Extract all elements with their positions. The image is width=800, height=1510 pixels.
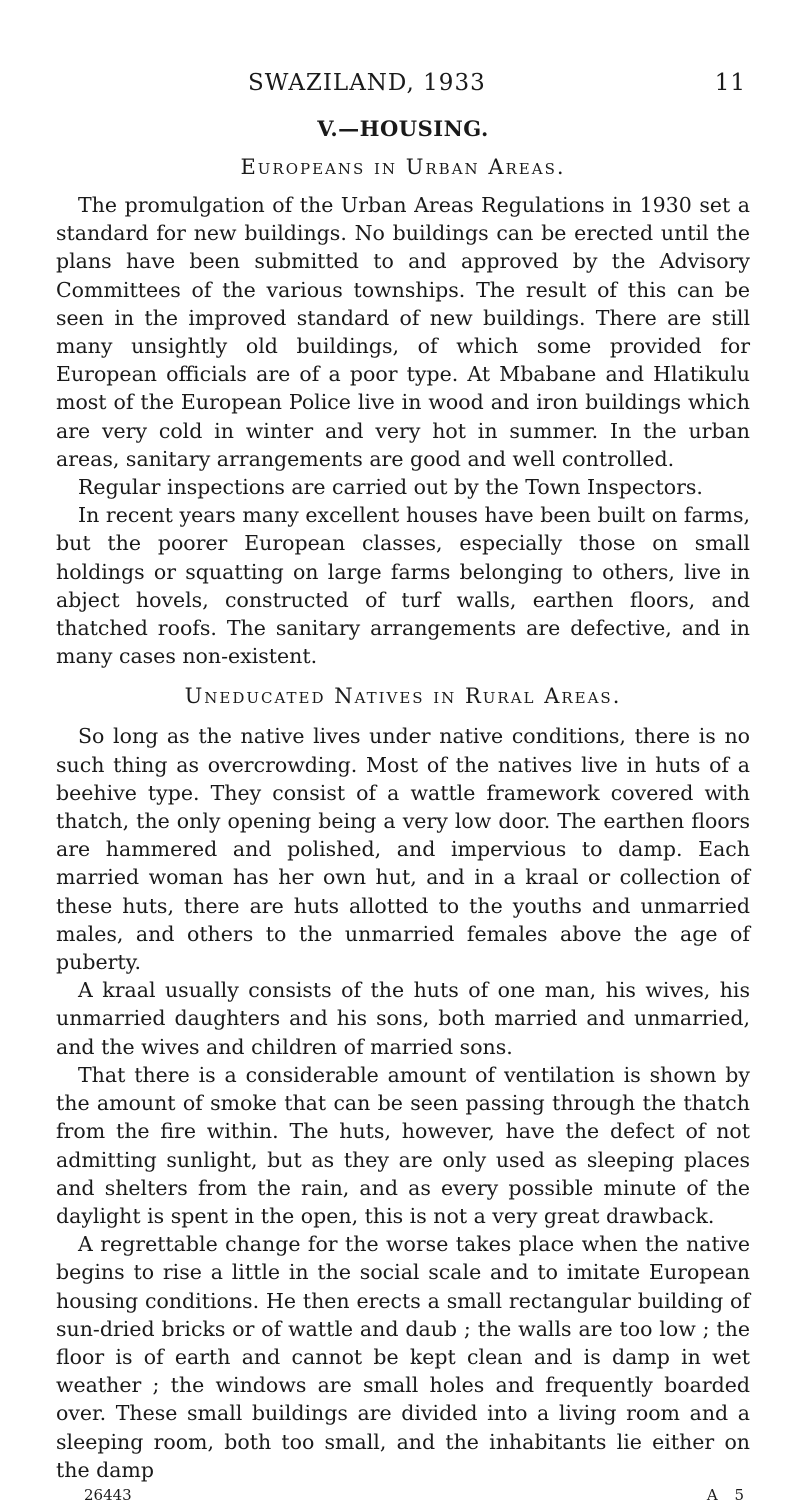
section-heading: V.—HOUSING. bbox=[317, 116, 489, 141]
running-title: SWAZILAND, 1933 bbox=[248, 70, 486, 96]
paragraph: A regrettable change for the worse takes place when the native begins to rise a little in the social scale and to imitate European housing conditions. He then erects a small rectangular building of sun-dried bricks or of wattle and daub ; the walls are too low ; the floor is of earth and cannot be kept clean and is damp in wet weather ; the windows are small holes and frequently boarded over. These small buildings are divided into a living room and a sleeping room, both too small, and the inhabitants lie either on the damp bbox=[56, 1232, 750, 1482]
paragraph: A kraal usually consists of the huts of one man, his wives, his unmarried daughters and his sons, both married and unmarried, and the wives and children of married sons. bbox=[56, 978, 750, 1059]
paragraph: That there is a considerable amount of ventilation is shown by the amount of smoke that can be seen passing through the thatch from the fire within. The huts, however, have the defect of not admitting sunlight, but as they are only used as sleeping places and shelters from the rain, and as every possible minute of the daylight is spent in the open, this is not a very great drawback. bbox=[56, 1062, 750, 1228]
subheading-europeans: Europeans in Urban Areas. bbox=[240, 155, 566, 179]
subheading-natives: Uneducated Natives in Rural Areas. bbox=[184, 684, 622, 709]
paragraph: So long as the native lives under native conditions, there is no such thing as overcrowding. Most of the natives live in huts of a beehive type. They consist of a wattle framework covered with thatch, the only opening being a very low door. The earthen floors are hammered and polished, and impervious to damp. Each married woman has her own hut, and in a kraal or collection of these huts, there are huts allotted to the youths and unmarried males, and others to the unmarried females above the age of puberty. bbox=[56, 724, 750, 975]
paragraph: The promulgation of the Urban Areas Regulations in 1930 set a standard for new buildings. No buildings can be erected until the plans have been submitted to and approved by the Advisory Committees of the various townships. The result of this can be seen in the improved standard of new buildings. There are still many unsightly old buildings, of which some provided for European officials are of a poor type. At Mbabane and Hlatikulu most of the European Police live in wood and iron buildings which are very cold in winter and very hot in summer. In the urban areas, sanitary arrangements are good and well controlled. bbox=[56, 193, 750, 471]
paragraph: Regular inspections are carried out by the Town Inspectors. bbox=[78, 475, 703, 500]
document-page bbox=[56, 70, 750, 1510]
print-code: 26443 bbox=[84, 1485, 132, 1504]
page-footer bbox=[56, 1486, 750, 1510]
running-head bbox=[56, 70, 750, 110]
paragraph: In recent years many excellent houses have been built on farms, but the poorer European classes, especially those on small holdings or squatting on large farms belonging to others, live in abject hovels, constructed of turf walls, earthen floors, and thatched roofs. The sanitary arrangements are defective, and in many cases non-existent. bbox=[56, 503, 750, 669]
signature-mark: A 5 bbox=[706, 1485, 750, 1504]
page-number: 11 bbox=[714, 70, 746, 96]
